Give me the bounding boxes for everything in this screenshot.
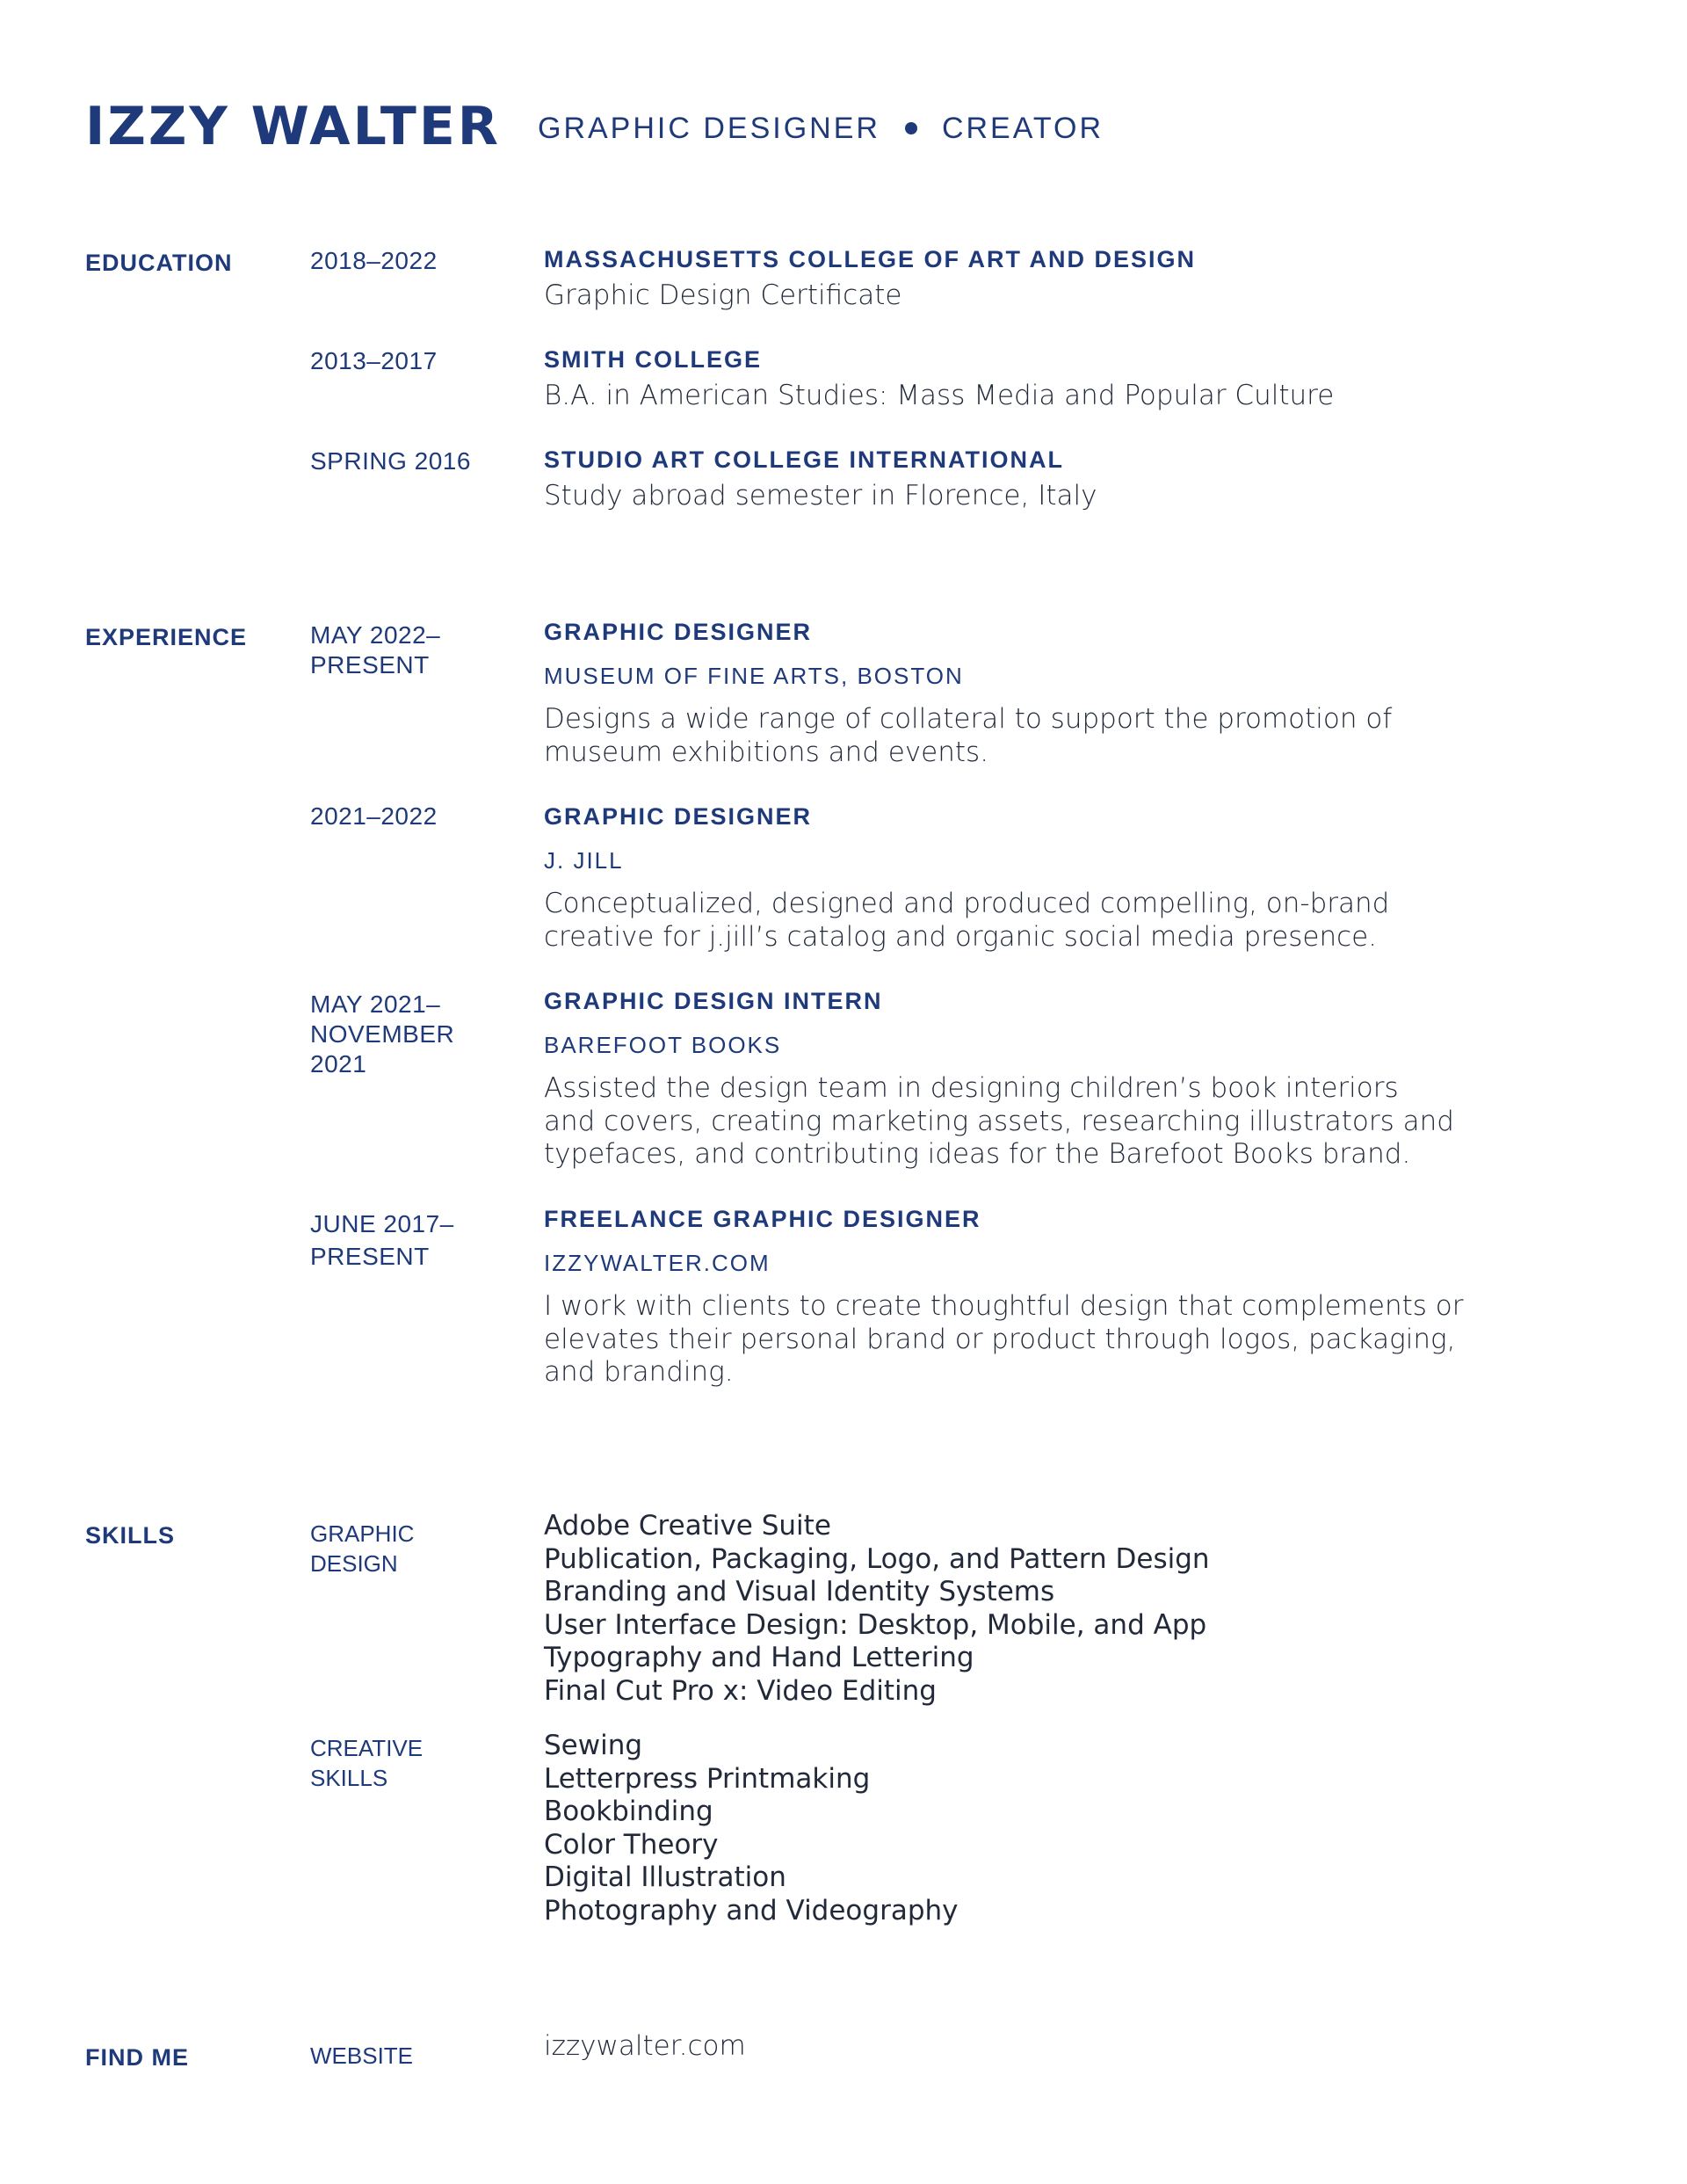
graphic-skills-list xyxy=(544,1510,1210,1708)
education-school: SMITH COLLEGE xyxy=(544,346,762,373)
label-line: CREATIVE xyxy=(310,1735,424,1761)
skills-category-label xyxy=(310,1733,423,1793)
list-item: User Interface Design: Desktop, Mobile, and App xyxy=(544,1608,1207,1641)
website-link[interactable]: izzywalter.com xyxy=(544,2030,746,2062)
desc-line: elevates their personal brand or product through logos, packaging, xyxy=(544,1323,1456,1355)
resume-tagline xyxy=(538,111,1104,146)
education-school: STUDIO ART COLLEGE INTERNATIONAL xyxy=(544,446,1064,473)
experience-title: GRAPHIC DESIGNER xyxy=(544,803,813,830)
desc-line: Conceptualized, designed and produced compelling, on-brand xyxy=(544,888,1390,919)
education-detail: Study abroad semester in Florence, Italy xyxy=(544,480,1097,512)
find-me-heading: FIND ME xyxy=(85,2044,189,2071)
label-line: DESIGN xyxy=(310,1550,398,1577)
education-date: 2018–2022 xyxy=(310,247,438,274)
list-item: Digital Illustration xyxy=(544,1861,786,1893)
desc-line: Assisted the design team in designing children’s book interiors xyxy=(544,1072,1399,1104)
experience-org: MUSEUM OF FINE ARTS, BOSTON xyxy=(544,663,964,689)
education-date: SPRING 2016 xyxy=(310,447,471,475)
desc-line: and covers, creating marketing assets, researching illustrators and xyxy=(544,1105,1454,1137)
experience-title: GRAPHIC DESIGNER xyxy=(544,619,813,645)
list-item: Final Cut Pro x: Video Editing xyxy=(544,1674,937,1707)
education-detail: Graphic Design Certificate xyxy=(544,279,902,311)
desc-line: typefaces, and contributing ideas for the Barefoot Books brand. xyxy=(544,1138,1411,1170)
label-line: SKILLS xyxy=(310,1765,388,1791)
desc-line: Designs a wide range of collateral to support the promotion of xyxy=(544,703,1393,735)
experience-date: MAY 2022– xyxy=(310,621,441,649)
website-label: WEBSITE xyxy=(310,2043,414,2069)
education-school: MASSACHUSETTS COLLEGE OF ART AND DESIGN xyxy=(544,246,1197,272)
experience-heading: EXPERIENCE xyxy=(85,624,248,650)
experience-date: NOVEMBER xyxy=(310,1020,455,1048)
experience-org: J. JILL xyxy=(544,847,624,874)
education-detail: B.A. in American Studies: Mass Media and Popular Culture xyxy=(544,380,1335,411)
experience-title: FREELANCE GRAPHIC DESIGNER xyxy=(544,1206,981,1232)
list-item: Photography and Videography xyxy=(544,1894,959,1926)
experience-org: IZZYWALTER.COM xyxy=(544,1250,771,1276)
desc-line: creative for j.jill’s catalog and organic social media presence. xyxy=(544,920,1378,953)
list-item: Bookbinding xyxy=(544,1796,713,1827)
role2-text: CREATOR xyxy=(941,112,1104,145)
education-heading: EDUCATION xyxy=(85,250,233,276)
bullet-dot-icon xyxy=(905,122,917,134)
list-item: Letterpress Printmaking xyxy=(544,1762,871,1795)
desc-line: museum exhibitions and events. xyxy=(544,736,989,768)
role-text: GRAPHIC DESIGNER xyxy=(538,112,880,145)
experience-date: PRESENT xyxy=(310,651,430,678)
education-date: 2013–2017 xyxy=(310,347,438,374)
experience-desc xyxy=(544,888,1389,954)
desc-line: I work with clients to create thoughtful design that complements or xyxy=(544,1290,1464,1322)
list-item: Typography and Hand Lettering xyxy=(544,1642,974,1673)
skills-heading: SKILLS xyxy=(85,1522,176,1549)
resume-name: IZZY WALTER xyxy=(85,96,502,157)
skills-category-label xyxy=(310,1519,414,1578)
experience-date: 2021 xyxy=(310,1050,367,1077)
list-item: Publication, Packaging, Logo, and Pattern Design xyxy=(544,1542,1210,1575)
experience-desc xyxy=(544,1290,1464,1389)
experience-desc xyxy=(544,1072,1454,1172)
label-line: GRAPHIC xyxy=(310,1520,415,1547)
experience-date: JUNE 2017– xyxy=(310,1210,454,1237)
list-item: Adobe Creative Suite xyxy=(544,1510,831,1542)
experience-desc xyxy=(544,703,1392,769)
experience-date: 2021–2022 xyxy=(310,802,438,830)
list-item: Color Theory xyxy=(544,1828,719,1861)
desc-line: and branding. xyxy=(544,1356,734,1388)
experience-date: MAY 2021– xyxy=(310,990,441,1018)
list-item: Branding and Visual Identity Systems xyxy=(544,1576,1055,1607)
experience-date: PRESENT xyxy=(310,1243,430,1270)
experience-title: GRAPHIC DESIGN INTERN xyxy=(544,988,883,1014)
list-item: Sewing xyxy=(544,1730,643,1761)
creative-skills-list xyxy=(544,1730,959,1927)
experience-org: BAREFOOT BOOKS xyxy=(544,1032,782,1058)
